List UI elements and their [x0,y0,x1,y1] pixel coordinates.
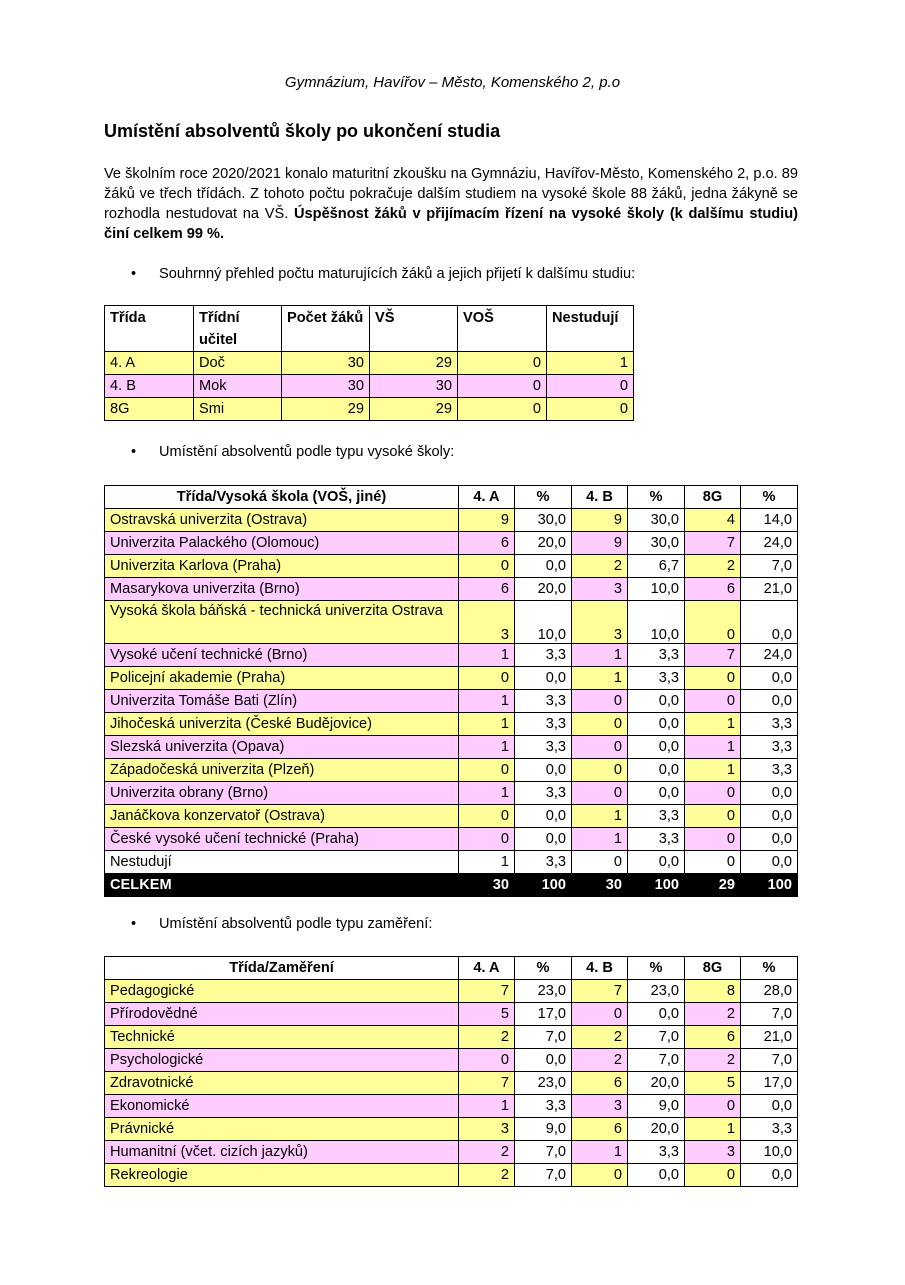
cell-value: 14,0 [741,509,798,532]
total-value: 100 [628,874,685,897]
row-label: Univerzita Palackého (Olomouc) [105,532,459,555]
cell-value: 3,3 [515,713,572,736]
cell-value: 7,0 [741,1049,798,1072]
table-row [105,713,798,736]
bullet-icon: • [131,916,137,932]
total-value: 30 [572,874,628,897]
t3-header-3: 4. B [572,957,628,980]
t3-header-6: % [741,957,798,980]
cell-value: 0,0 [741,1164,798,1187]
cell-value: 7,0 [741,555,798,578]
cell-value: 20,0 [515,578,572,601]
cell-value: 3,3 [628,1141,685,1164]
table-row [105,375,634,398]
cell-value: 23,0 [515,1072,572,1095]
table-row [105,759,798,782]
row-label: Univerzita Karlova (Praha) [105,555,459,578]
table-row [105,1072,798,1095]
cell-value: 21,0 [741,1026,798,1049]
cell-value: 0,0 [741,828,798,851]
table-row [105,805,798,828]
row-label: 8G [105,398,194,421]
cell-value: 2 [572,1026,628,1049]
t3-header-2: % [515,957,572,980]
cell-value: 1 [459,851,515,874]
cell-value: 7,0 [628,1026,685,1049]
row-label: České vysoké učení technické (Praha) [105,828,459,851]
t1-header-4: VOŠ [458,306,547,352]
intro-text: Ve školním roce 2020/2021 konalo maturitní zkoušku na Gymnáziu, Havířov-Město, Komenského 2, p.o. 89 žáků ve třech třídách. Z tohoto počtu pokračuje dalším studiem na vysoké škole 88 žáků, jedna žákyně se rozhodla nestudovat na VŠ. [104,166,798,222]
table-row [105,1049,798,1072]
cell-value: 10,0 [628,578,685,601]
cell-value: 0 [459,828,515,851]
cell-value: 0,0 [741,601,798,644]
cell-value: 0,0 [515,667,572,690]
t2-header-2: % [515,486,572,509]
row-label: Univerzita obrany (Brno) [105,782,459,805]
table-row [105,980,798,1003]
cell-value: 30 [282,375,370,398]
cell-value: 3,3 [741,1118,798,1141]
row-label: Ostravská univerzita (Ostrava) [105,509,459,532]
cell-value: 30 [282,352,370,375]
cell-value: 1 [572,828,628,851]
cell-value: 1 [459,736,515,759]
bullet-icon: • [131,266,137,282]
intro-bold-text: Úspěšnost žáků v přijímacím řízení na vysoké školy (k dalšímu studiu) činí celkem 99 %. [104,206,799,242]
cell-value: 0 [685,851,741,874]
row-label: Zdravotnické [105,1072,459,1095]
table-row [105,578,798,601]
cell-value: 2 [459,1141,515,1164]
total-value: 100 [515,874,572,897]
cell-value: 0 [685,601,741,644]
cell-value: 1 [685,736,741,759]
cell-value: 0 [572,782,628,805]
cell-value: 1 [572,644,628,667]
cell-value: 10,0 [741,1141,798,1164]
bullet-summary-text: Souhrnný přehled počtu maturujících žáků a jejich přijetí k dalšímu studiu: [159,266,636,282]
cell-value: 0 [685,805,741,828]
cell-value: 24,0 [741,532,798,555]
row-label: Ekonomické [105,1095,459,1118]
t2-header-0: Třída/Vysoká škola (VOŠ, jiné) [105,486,459,509]
cell-value: 6 [685,578,741,601]
row-label: 4. A [105,352,194,375]
cell-value: 0,0 [628,690,685,713]
cell-value: 0 [459,667,515,690]
cell-value: 0 [572,851,628,874]
cell-value: 3 [572,578,628,601]
cell-value: 9 [572,532,628,555]
cell-value: 7,0 [515,1141,572,1164]
cell-value: 0,0 [628,851,685,874]
table-row [105,555,798,578]
cell-value: 0,0 [628,759,685,782]
cell-value: 21,0 [741,578,798,601]
bullet-summary [131,266,635,282]
table-row [105,398,634,421]
cell-value: 0,0 [741,667,798,690]
cell-value: 1 [459,644,515,667]
cell-value: 0,0 [741,805,798,828]
cell-value: 1 [572,667,628,690]
bullet-icon: • [131,444,137,460]
cell-value: 29 [370,398,458,421]
row-label: Slezská univerzita (Opava) [105,736,459,759]
cell-value: 3,3 [628,667,685,690]
cell-value: 0,0 [741,851,798,874]
cell-value: 1 [685,713,741,736]
cell-value: Smi [194,398,282,421]
cell-value: 23,0 [515,980,572,1003]
cell-value: 0,0 [741,782,798,805]
cell-value: 3,3 [515,644,572,667]
table-row [105,1095,798,1118]
page-title: Umístění absolventů školy po ukončení studia [104,121,501,141]
bullet-universities [131,444,454,460]
row-label: Humanitní (včet. cizích jazyků) [105,1141,459,1164]
summary-table [104,305,634,421]
table-row [105,1026,798,1049]
cell-value: 0 [572,690,628,713]
cell-value: 0 [572,713,628,736]
total-row [105,874,798,897]
intro-paragraph [104,164,798,244]
cell-value: 7,0 [741,1003,798,1026]
table-row [105,352,634,375]
cell-value: 0 [459,805,515,828]
t2-header-3: 4. B [572,486,628,509]
cell-value: 0,0 [741,690,798,713]
total-value: 100 [741,874,798,897]
row-label: Nestudují [105,851,459,874]
table-row [105,851,798,874]
cell-value: 9 [459,509,515,532]
cell-value: 3,3 [515,851,572,874]
t1-header-1: Třídní učitel [194,306,282,352]
cell-value: 5 [685,1072,741,1095]
cell-value: 7 [685,644,741,667]
total-value: 30 [459,874,515,897]
cell-value: 0,0 [515,555,572,578]
row-label: Policejní akademie (Praha) [105,667,459,690]
t1-header-3: VŠ [370,306,458,352]
cell-value: 1 [459,782,515,805]
cell-value: 6 [572,1118,628,1141]
cell-value: 3,3 [741,736,798,759]
cell-value: 0,0 [741,1095,798,1118]
cell-value: 30,0 [515,509,572,532]
cell-value: 0 [459,1049,515,1072]
row-label: Západočeská univerzita (Plzeň) [105,759,459,782]
cell-value: 10,0 [628,601,685,644]
cell-value: 0 [458,352,547,375]
cell-value: 0 [459,759,515,782]
cell-value: 3,3 [515,782,572,805]
cell-value: 7 [459,980,515,1003]
cell-value: 2 [685,1049,741,1072]
row-label: Přírodovědné [105,1003,459,1026]
cell-value: 9 [572,509,628,532]
cell-value: 0,0 [628,1164,685,1187]
cell-value: 7 [572,980,628,1003]
row-label: Psychologické [105,1049,459,1072]
total-value: 29 [685,874,741,897]
cell-value: 0 [547,398,634,421]
cell-value: 3,3 [628,644,685,667]
t3-header-4: % [628,957,685,980]
cell-value: 20,0 [628,1118,685,1141]
cell-value: 29 [370,352,458,375]
cell-value: 9,0 [628,1095,685,1118]
t3-header-1: 4. A [459,957,515,980]
row-label: Janáčkova konzervatoř (Ostrava) [105,805,459,828]
table-row [105,667,798,690]
cell-value: 0 [685,782,741,805]
cell-value: 30,0 [628,509,685,532]
cell-value: 1 [459,690,515,713]
cell-value: 0,0 [628,782,685,805]
cell-value: 0 [685,1095,741,1118]
cell-value: 7,0 [515,1026,572,1049]
cell-value: 7,0 [515,1164,572,1187]
cell-value: 1 [685,759,741,782]
table-row [105,736,798,759]
row-label: Pedagogické [105,980,459,1003]
cell-value: 0,0 [628,736,685,759]
cell-value: 0 [572,1003,628,1026]
cell-value: 0 [685,828,741,851]
t3-header-0: Třída/Zaměření [105,957,459,980]
t2-header-5: 8G [685,486,741,509]
t2-header-1: 4. A [459,486,515,509]
cell-value: 2 [459,1164,515,1187]
cell-value: 0 [458,398,547,421]
row-label: 4. B [105,375,194,398]
cell-value: 2 [685,1003,741,1026]
table-row [105,1164,798,1187]
table-row [105,828,798,851]
bullet-fields-text: Umístění absolventů podle typu zaměření: [159,916,433,932]
cell-value: 7 [685,532,741,555]
cell-value: 3 [459,601,515,644]
cell-value: 17,0 [515,1003,572,1026]
t2-header-6: % [741,486,798,509]
cell-value: 6 [459,532,515,555]
field-table [104,956,798,1187]
cell-value: 0 [547,375,634,398]
t2-header-4: % [628,486,685,509]
cell-value: 3,3 [515,736,572,759]
t1-header-0: Třída [105,306,194,352]
cell-value: 1 [572,805,628,828]
table-row [105,601,798,644]
cell-value: 0,0 [515,1049,572,1072]
school-header: Gymnázium, Havířov – Město, Komenského 2, p.o [284,74,621,91]
row-label: Technické [105,1026,459,1049]
cell-value: 30,0 [628,532,685,555]
table-row [105,1003,798,1026]
table-row [105,782,798,805]
row-label: Právnické [105,1118,459,1141]
cell-value: 2 [459,1026,515,1049]
cell-value: 3 [572,1095,628,1118]
cell-value: 0,0 [628,713,685,736]
table-row [105,509,798,532]
t3-header-5: 8G [685,957,741,980]
bullet-universities-text: Umístění absolventů podle typu vysoké školy: [159,444,455,460]
cell-value: 3,3 [628,828,685,851]
cell-value: 28,0 [741,980,798,1003]
cell-value: 6 [572,1072,628,1095]
cell-value: 30 [370,375,458,398]
table-row [105,1141,798,1164]
row-label: Jihočeská univerzita (České Budějovice) [105,713,459,736]
total-label: CELKEM [105,874,459,897]
cell-value: 1 [685,1118,741,1141]
cell-value: 0 [685,1164,741,1187]
cell-value: 3,3 [515,690,572,713]
t1-header-2: Počet žáků [282,306,370,352]
row-label: Rekreologie [105,1164,459,1187]
row-label: Vysoká škola báňská - technická univerzita Ostrava [105,601,459,644]
cell-value: 0 [458,375,547,398]
table-row [105,532,798,555]
cell-value: 24,0 [741,644,798,667]
t1-header-5: Nestudují [547,306,634,352]
cell-value: 3,3 [741,713,798,736]
cell-value: 1 [459,1095,515,1118]
row-label: Vysoké učení technické (Brno) [105,644,459,667]
table-row [105,690,798,713]
cell-value: 1 [547,352,634,375]
table-row [105,1118,798,1141]
cell-value: Doč [194,352,282,375]
cell-value: 3,3 [628,805,685,828]
cell-value: 4 [685,509,741,532]
row-label: Masarykova univerzita (Brno) [105,578,459,601]
cell-value: 0,0 [515,805,572,828]
table-row [105,644,798,667]
cell-value: 6 [459,578,515,601]
cell-value: 1 [459,713,515,736]
cell-value: 3,3 [515,1095,572,1118]
cell-value: 29 [282,398,370,421]
cell-value: 0,0 [515,828,572,851]
cell-value: 9,0 [515,1118,572,1141]
cell-value: 0 [685,690,741,713]
cell-value: 0 [572,736,628,759]
cell-value: 3,3 [741,759,798,782]
cell-value: 0,0 [628,1003,685,1026]
cell-value: 23,0 [628,980,685,1003]
cell-value: 3 [459,1118,515,1141]
cell-value: 0 [685,667,741,690]
cell-value: 6 [685,1026,741,1049]
cell-value: 3 [572,601,628,644]
cell-value: 0 [459,555,515,578]
cell-value: 17,0 [741,1072,798,1095]
cell-value: 7,0 [628,1049,685,1072]
cell-value: 0 [572,1164,628,1187]
cell-value: 3 [685,1141,741,1164]
university-table [104,485,798,897]
cell-value: 20,0 [628,1072,685,1095]
cell-value: 2 [572,555,628,578]
cell-value: 0,0 [515,759,572,782]
cell-value: 2 [572,1049,628,1072]
cell-value: 6,7 [628,555,685,578]
cell-value: 1 [572,1141,628,1164]
bullet-fields [131,916,432,932]
cell-value: 5 [459,1003,515,1026]
cell-value: 2 [685,555,741,578]
cell-value: Mok [194,375,282,398]
cell-value: 0 [572,759,628,782]
cell-value: 20,0 [515,532,572,555]
cell-value: 7 [459,1072,515,1095]
cell-value: 8 [685,980,741,1003]
row-label: Univerzita Tomáše Bati (Zlín) [105,690,459,713]
cell-value: 10,0 [515,601,572,644]
